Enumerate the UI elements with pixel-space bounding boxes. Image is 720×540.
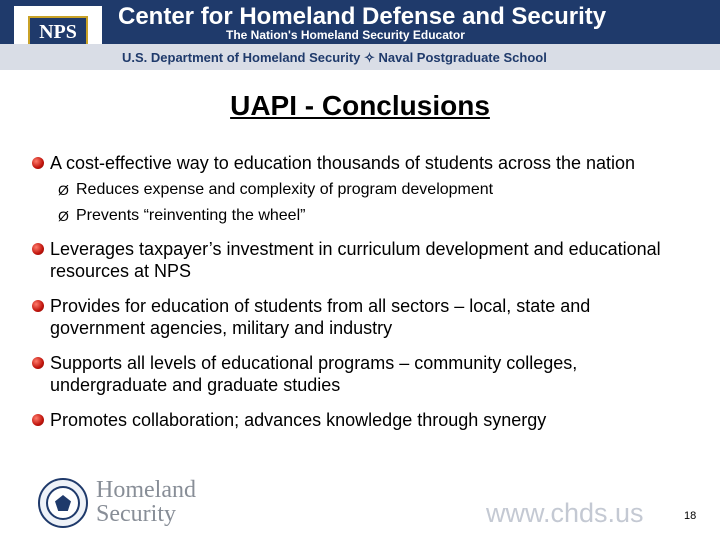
arrow-bullet-icon: Ø [58,182,69,198]
bullet-text: Provides for education of students from all sectors – local, state and government agencies, military and industry [50,296,591,338]
bullet-item [32,238,672,282]
arrow-bullet-icon: Ø [58,208,69,224]
bullet-dot-icon [32,157,44,169]
footer-url: www.chds.us [486,498,644,528]
bullet-dot-icon [32,414,44,426]
bullet-list [32,152,672,431]
bullet-text: A cost-effective way to education thousands of students across the nation [50,153,636,173]
bullet-item [32,295,672,339]
dhs-wordmark-line2: Security [96,501,176,527]
bullet-item [32,352,672,396]
bullet-dot-icon [32,243,44,255]
sub-bullet-item [32,180,672,200]
header-title: Center for Homeland Defense and Security [118,3,607,30]
nps-logo-mark: NPS [28,16,88,48]
header-subtitle: The Nation's Homeland Security Educator [226,28,465,42]
sub-bullet-text: Reduces expense and complexity of program development [76,181,494,198]
sub-bullet-item [32,206,672,226]
bullet-text: Promotes collaboration; advances knowledge through synergy [50,410,547,430]
dhs-wordmark-line1: Homeland [96,477,196,503]
bullet-dot-icon [32,357,44,369]
page-number: 18 [684,510,697,522]
bullet-dot-icon [32,300,44,312]
bullet-item [32,152,672,174]
slide-title: UAPI - Conclusions [230,90,490,121]
bullet-text: Leverages taxpayer’s investment in curriculum development and educational resources at NPS [50,239,661,281]
dhs-seal-icon [38,478,88,528]
bullet-text: Supports all levels of educational programs – community colleges, undergraduate and graduate studies [50,353,578,395]
bullet-item [32,409,672,431]
dhs-wordmark [96,478,196,526]
sub-bullet-text: Prevents “reinventing the wheel” [76,207,306,224]
subheader-text: U.S. Department of Homeland Security ✧ Naval Postgraduate School [122,50,547,65]
